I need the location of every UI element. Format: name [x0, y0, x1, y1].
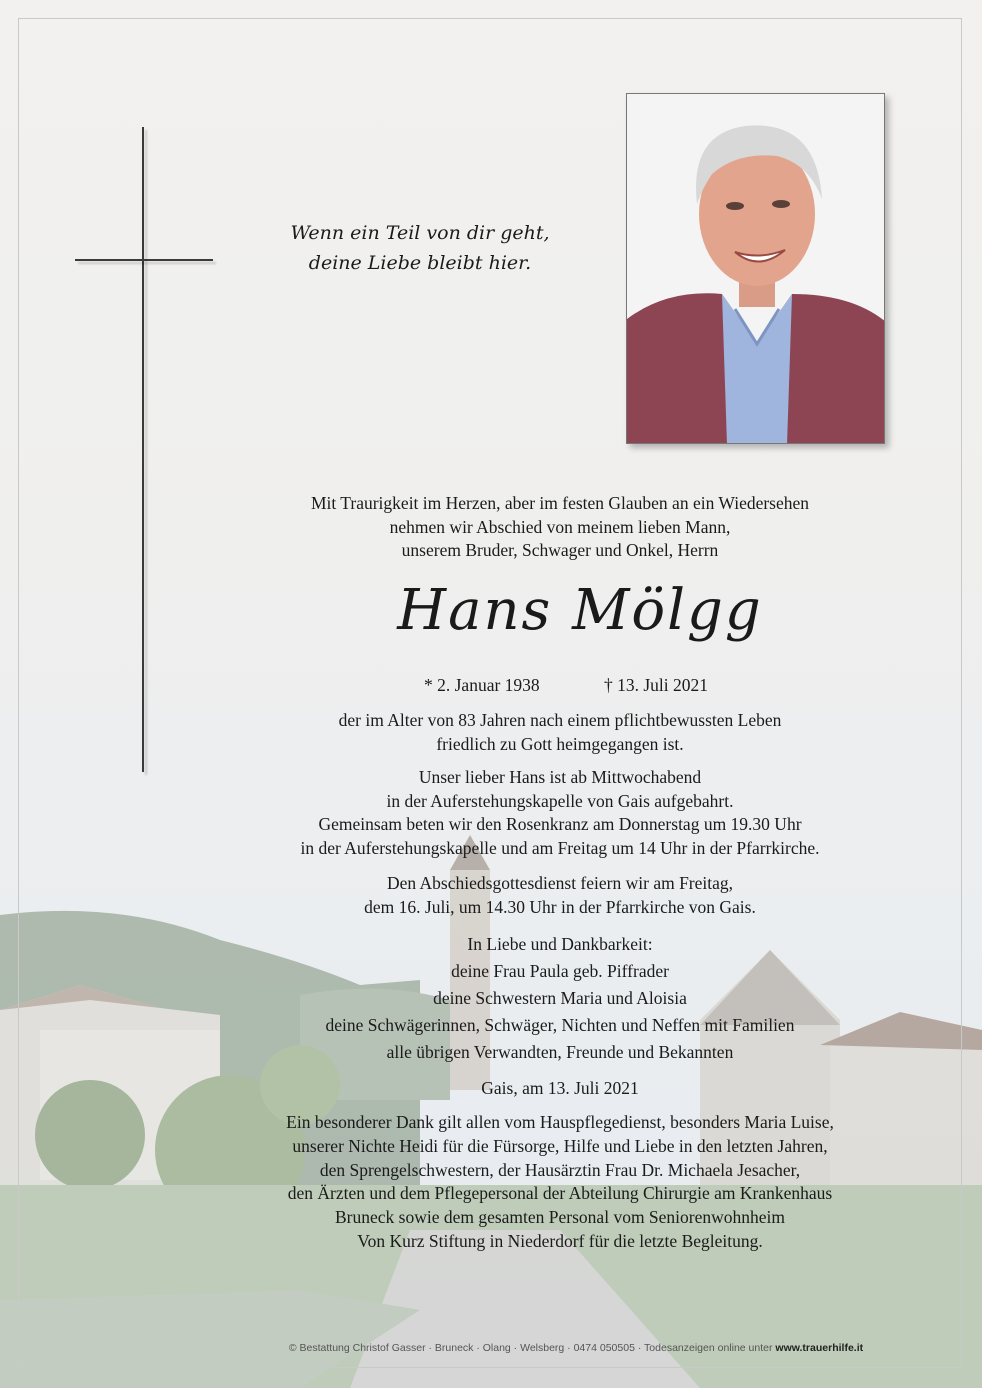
place-date: Gais, am 13. Juli 2021: [481, 1078, 639, 1098]
thanks-line: den Sprengelschwestern, der Hausärztin Frau Dr. Michaela Jesacher,: [319, 1159, 801, 1180]
intro-line: Mit Traurigkeit im Herzen, aber im festen Glauben an ein Wiedersehen: [310, 493, 810, 513]
death-date: † 13. Juli 2021: [604, 675, 709, 695]
thanks-line: den Ärzten und dem Pflegepersonal der Abteilung Chirurgie am Krankenhaus: [287, 1183, 833, 1204]
intro-line: unserem Bruder, Schwager und Onkel, Herrn: [401, 540, 719, 560]
footer-credits: [256, 1342, 896, 1354]
funeral-line: dem 16. Juli, um 14.30 Uhr in der Pfarrkirche von Gais.: [364, 896, 756, 917]
portrait-photo: [626, 93, 885, 444]
funeral-text: [230, 872, 890, 919]
deceased-name: Hans Mölgg: [397, 578, 763, 643]
cross-horizontal-bar: [75, 259, 213, 261]
cross-vertical-bar: [142, 127, 144, 772]
thanks-line: Von Kurz Stiftung in Niederdorf für die letzte Begleitung.: [357, 1230, 763, 1251]
thanks-line: unserer Nichte Heidi für die Fürsorge, Hilfe und Liebe in den letzten Jahren,: [292, 1135, 828, 1156]
intro-line: nehmen wir Abschied von meinem lieben Mann,: [389, 516, 731, 537]
wake-line: Unser lieber Hans ist ab Mittwochabend: [418, 767, 702, 787]
thanks-line: Bruneck sowie dem gesamten Personal vom Seniorenwohnheim: [334, 1207, 786, 1228]
wake-line: Gemeinsam beten wir den Rosenkranz am Donnerstag um 19.30 Uhr: [318, 814, 802, 834]
wake-line: in der Auferstehungskapelle von Gais aufgebahrt.: [386, 790, 734, 811]
portrait-illustration: [627, 94, 885, 444]
thanks-text: [230, 1111, 890, 1254]
mourners-line: deine Schwestern Maria und Aloisia: [433, 988, 687, 1008]
age-line: der im Alter von 83 Jahren nach einem pflichtbewussten Leben: [338, 710, 782, 730]
wake-text: [230, 766, 890, 860]
memorial-quote: [270, 218, 570, 278]
footer-website-link[interactable]: www.trauerhilfe.it: [775, 1342, 864, 1354]
intro-text: [230, 492, 890, 563]
age-line: friedlich zu Gott heimgegangen ist.: [436, 733, 684, 754]
mourners-line: deine Frau Paula geb. Piffrader: [451, 961, 669, 981]
footer-text: © Bestattung Christof Gasser · Bruneck · Olang · Welsberg · 0474 050505 · Todesanzeigen online unter: [288, 1342, 776, 1354]
birth-date: * 2. Januar 1938: [424, 675, 540, 695]
wake-line: in der Auferstehungskapelle und am Freitag um 14 Uhr in der Pfarrkirche.: [300, 837, 820, 858]
mourners-line: alle übrigen Verwandten, Freunde und Bekannten: [386, 1042, 734, 1062]
mourners-line: deine Schwägerinnen, Schwäger, Nichten und Neffen mit Familien: [325, 1015, 795, 1035]
funeral-line: Den Abschiedsgottesdienst feiern wir am Freitag,: [386, 873, 734, 893]
age-text: [230, 709, 890, 756]
quote-line: deine Liebe bleibt hier.: [308, 252, 532, 274]
thanks-line: Ein besonderer Dank gilt allen vom Hauspflegedienst, besonders Maria Luise,: [286, 1112, 834, 1132]
mourners-line: In Liebe und Dankbarkeit:: [467, 934, 653, 954]
quote-line: Wenn ein Teil von dir geht,: [290, 222, 550, 244]
mourners-list: [230, 931, 890, 1066]
